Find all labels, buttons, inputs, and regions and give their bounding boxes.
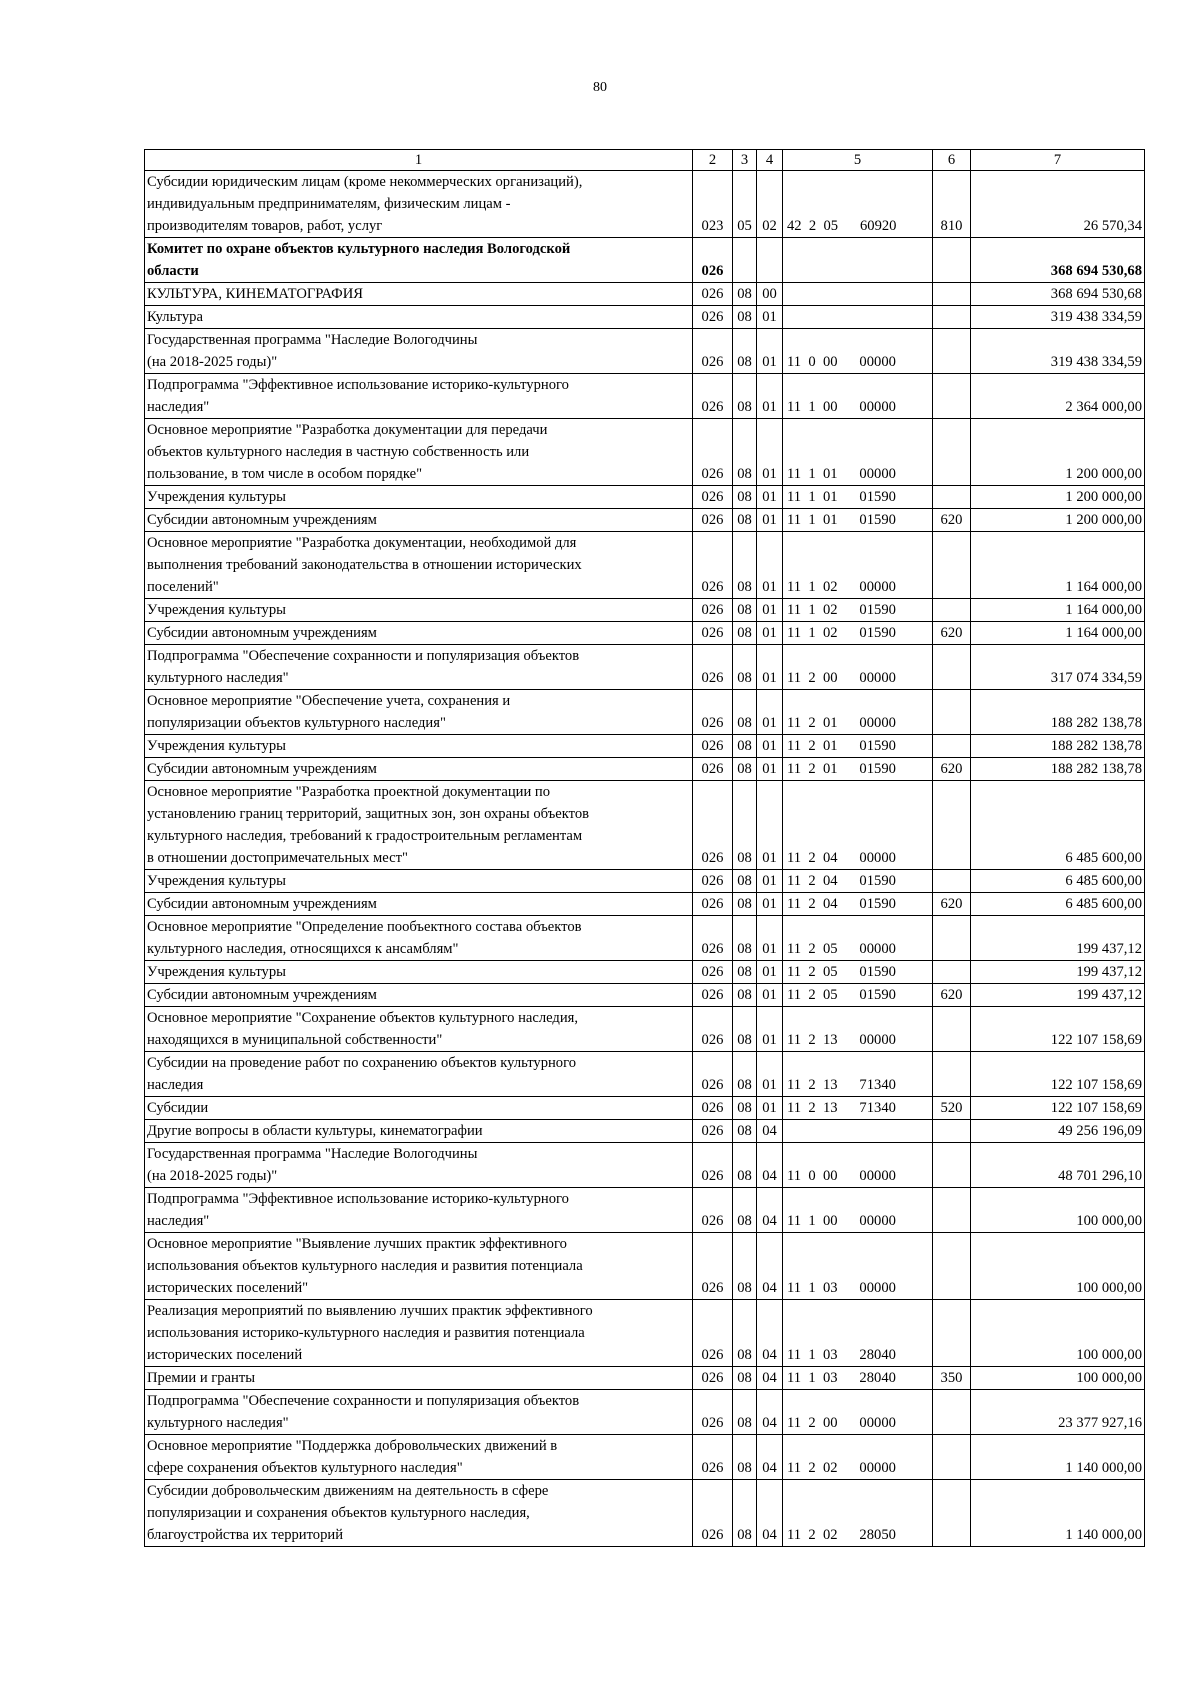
row-amount-cell: 368 694 530,68 [971, 238, 1145, 283]
table-row [145, 1390, 1145, 1435]
column-header: 6 [933, 150, 971, 171]
row-amount-cell: 199 437,12 [971, 916, 1145, 961]
row-name-cell: Учреждения культуры [145, 870, 693, 893]
row-ministry-code-cell: 026 [693, 1188, 733, 1233]
row-subsection-code-cell: 01 [757, 690, 783, 735]
table-row [145, 1097, 1145, 1120]
table-row [145, 1007, 1145, 1052]
row-amount-cell: 1 164 000,00 [971, 599, 1145, 622]
row-target-code-cell [783, 283, 933, 306]
row-section-code-cell: 08 [733, 532, 757, 599]
table-row [145, 509, 1145, 532]
row-section-code-cell: 08 [733, 1300, 757, 1367]
row-amount-cell: 6 485 600,00 [971, 781, 1145, 870]
row-ministry-code-cell: 023 [693, 171, 733, 238]
row-target-code-cell: 11 1 01 01590 [783, 509, 933, 532]
row-target-code-cell [783, 1120, 933, 1143]
row-amount-cell: 188 282 138,78 [971, 758, 1145, 781]
row-amount-cell: 48 701 296,10 [971, 1143, 1145, 1188]
row-section-code-cell: 08 [733, 486, 757, 509]
row-amount-cell: 1 140 000,00 [971, 1480, 1145, 1547]
row-subsection-code-cell: 04 [757, 1300, 783, 1367]
row-expense-type-cell [933, 916, 971, 961]
row-section-code-cell: 08 [733, 1188, 757, 1233]
row-amount-cell: 199 437,12 [971, 984, 1145, 1007]
row-amount-cell: 319 438 334,59 [971, 306, 1145, 329]
row-ministry-code-cell: 026 [693, 419, 733, 486]
row-section-code-cell: 08 [733, 306, 757, 329]
row-section-code-cell: 08 [733, 374, 757, 419]
row-expense-type-cell [933, 1480, 971, 1547]
table-row [145, 374, 1145, 419]
column-header: 1 [145, 150, 693, 171]
row-target-code-cell: 11 0 00 00000 [783, 329, 933, 374]
column-header: 7 [971, 150, 1145, 171]
row-section-code-cell: 08 [733, 1007, 757, 1052]
column-header: 5 [783, 150, 933, 171]
row-section-code-cell: 08 [733, 893, 757, 916]
table-row [145, 893, 1145, 916]
row-target-code-cell: 11 1 03 28040 [783, 1367, 933, 1390]
row-section-code-cell: 08 [733, 690, 757, 735]
row-section-code-cell: 08 [733, 1390, 757, 1435]
row-ministry-code-cell: 026 [693, 1143, 733, 1188]
row-ministry-code-cell: 026 [693, 1007, 733, 1052]
row-amount-cell: 122 107 158,69 [971, 1052, 1145, 1097]
row-ministry-code-cell: 026 [693, 374, 733, 419]
table-row [145, 758, 1145, 781]
row-section-code-cell: 08 [733, 758, 757, 781]
row-subsection-code-cell: 04 [757, 1435, 783, 1480]
row-expense-type-cell: 350 [933, 1367, 971, 1390]
row-target-code-cell: 11 2 00 00000 [783, 1390, 933, 1435]
row-ministry-code-cell: 026 [693, 329, 733, 374]
row-name-cell: Учреждения культуры [145, 486, 693, 509]
row-target-code-cell: 11 1 01 00000 [783, 419, 933, 486]
row-expense-type-cell [933, 1052, 971, 1097]
row-name-cell: Субсидии [145, 1097, 693, 1120]
row-expense-type-cell [933, 532, 971, 599]
table-row [145, 916, 1145, 961]
row-ministry-code-cell: 026 [693, 622, 733, 645]
row-name-cell: Подпрограмма "Эффективное использование историко-культурного наследия" [145, 374, 693, 419]
table-row [145, 599, 1145, 622]
row-subsection-code-cell: 01 [757, 916, 783, 961]
row-name-cell: Учреждения культуры [145, 599, 693, 622]
row-amount-cell: 1 200 000,00 [971, 486, 1145, 509]
row-expense-type-cell [933, 735, 971, 758]
row-amount-cell: 100 000,00 [971, 1233, 1145, 1300]
row-name-cell: Основное мероприятие "Разработка документации, необходимой для выполнения требований законодательства в отношении исторических поселений" [145, 532, 693, 599]
row-expense-type-cell [933, 870, 971, 893]
row-amount-cell: 1 164 000,00 [971, 532, 1145, 599]
row-section-code-cell: 08 [733, 984, 757, 1007]
row-target-code-cell: 11 2 04 00000 [783, 781, 933, 870]
row-ministry-code-cell: 026 [693, 735, 733, 758]
row-expense-type-cell [933, 1390, 971, 1435]
row-target-code-cell [783, 238, 933, 283]
row-target-code-cell: 11 2 01 01590 [783, 735, 933, 758]
row-subsection-code-cell: 01 [757, 306, 783, 329]
row-name-cell: Основное мероприятие "Поддержка добровольческих движений в сфере сохранения объектов культурного наследия" [145, 1435, 693, 1480]
row-section-code-cell: 08 [733, 735, 757, 758]
table-row [145, 1120, 1145, 1143]
row-ministry-code-cell: 026 [693, 758, 733, 781]
row-expense-type-cell [933, 1435, 971, 1480]
page-number: 80 [593, 80, 607, 95]
row-section-code-cell: 08 [733, 1143, 757, 1188]
row-name-cell: Премии и гранты [145, 1367, 693, 1390]
row-expense-type-cell [933, 1143, 971, 1188]
row-amount-cell: 188 282 138,78 [971, 735, 1145, 758]
row-ministry-code-cell: 026 [693, 1390, 733, 1435]
row-ministry-code-cell: 026 [693, 690, 733, 735]
row-subsection-code-cell: 01 [757, 419, 783, 486]
table-row [145, 735, 1145, 758]
row-subsection-code-cell: 01 [757, 781, 783, 870]
row-ministry-code-cell: 026 [693, 1480, 733, 1547]
row-expense-type-cell: 620 [933, 622, 971, 645]
row-subsection-code-cell: 01 [757, 329, 783, 374]
row-amount-cell: 1 140 000,00 [971, 1435, 1145, 1480]
row-section-code-cell: 08 [733, 961, 757, 984]
row-amount-cell: 199 437,12 [971, 961, 1145, 984]
row-ministry-code-cell: 026 [693, 486, 733, 509]
row-section-code-cell: 08 [733, 599, 757, 622]
row-name-cell: Субсидии автономным учреждениям [145, 622, 693, 645]
row-target-code-cell: 11 2 04 01590 [783, 870, 933, 893]
row-amount-cell: 100 000,00 [971, 1300, 1145, 1367]
row-section-code-cell: 08 [733, 1233, 757, 1300]
row-subsection-code-cell: 01 [757, 599, 783, 622]
row-ministry-code-cell: 026 [693, 893, 733, 916]
table-row [145, 1300, 1145, 1367]
row-section-code-cell: 08 [733, 622, 757, 645]
row-amount-cell: 1 164 000,00 [971, 622, 1145, 645]
row-amount-cell: 2 364 000,00 [971, 374, 1145, 419]
table-row [145, 238, 1145, 283]
table-row [145, 1367, 1145, 1390]
row-name-cell: Основное мероприятие "Обеспечение учета, сохранения и популяризации объектов культурного наследия" [145, 690, 693, 735]
row-subsection-code-cell: 01 [757, 486, 783, 509]
row-name-cell: Субсидии автономным учреждениям [145, 984, 693, 1007]
row-expense-type-cell [933, 283, 971, 306]
row-expense-type-cell [933, 599, 971, 622]
row-section-code-cell: 08 [733, 1097, 757, 1120]
row-expense-type-cell: 620 [933, 893, 971, 916]
row-name-cell: Учреждения культуры [145, 735, 693, 758]
row-amount-cell: 6 485 600,00 [971, 870, 1145, 893]
row-section-code-cell: 08 [733, 509, 757, 532]
row-target-code-cell: 11 2 02 28050 [783, 1480, 933, 1547]
row-ministry-code-cell: 026 [693, 1367, 733, 1390]
row-amount-cell: 1 200 000,00 [971, 419, 1145, 486]
row-expense-type-cell [933, 306, 971, 329]
row-subsection-code-cell: 04 [757, 1480, 783, 1547]
table-row [145, 419, 1145, 486]
row-target-code-cell: 11 1 00 00000 [783, 374, 933, 419]
row-target-code-cell: 42 2 05 60920 [783, 171, 933, 238]
row-section-code-cell [733, 238, 757, 283]
row-expense-type-cell [933, 238, 971, 283]
row-expense-type-cell [933, 781, 971, 870]
table-row [145, 1233, 1145, 1300]
row-name-cell: Реализация мероприятий по выявлению лучших практик эффективного использования историко-культурного наследия и развития потенциала исторических поселений [145, 1300, 693, 1367]
row-expense-type-cell: 620 [933, 509, 971, 532]
row-subsection-code-cell: 04 [757, 1143, 783, 1188]
row-name-cell: Основное мероприятие "Разработка проектной документации по установлению границ территорий, защитных зон, зон охраны объектов культурного наследия, требований к градостроительным регламентам в отношении достопримечательных мест" [145, 781, 693, 870]
row-amount-cell: 100 000,00 [971, 1188, 1145, 1233]
row-target-code-cell: 11 1 00 00000 [783, 1188, 933, 1233]
row-ministry-code-cell: 026 [693, 1120, 733, 1143]
table-row [145, 622, 1145, 645]
row-target-code-cell: 11 2 01 01590 [783, 758, 933, 781]
row-target-code-cell: 11 2 05 00000 [783, 916, 933, 961]
row-subsection-code-cell: 01 [757, 961, 783, 984]
row-name-cell: Культура [145, 306, 693, 329]
row-name-cell: Основное мероприятие "Сохранение объектов культурного наследия, находящихся в муниципальной собственности" [145, 1007, 693, 1052]
row-subsection-code-cell [757, 238, 783, 283]
row-name-cell: КУЛЬТУРА, КИНЕМАТОГРАФИЯ [145, 283, 693, 306]
row-name-cell: Субсидии на проведение работ по сохранению объектов культурного наследия [145, 1052, 693, 1097]
row-amount-cell: 49 256 196,09 [971, 1120, 1145, 1143]
row-ministry-code-cell: 026 [693, 961, 733, 984]
row-name-cell: Другие вопросы в области культуры, кинематографии [145, 1120, 693, 1143]
row-subsection-code-cell: 01 [757, 374, 783, 419]
row-amount-cell: 26 570,34 [971, 171, 1145, 238]
table-row [145, 645, 1145, 690]
row-section-code-cell: 08 [733, 283, 757, 306]
table-row [145, 1052, 1145, 1097]
table-row [145, 486, 1145, 509]
row-target-code-cell: 11 2 01 00000 [783, 690, 933, 735]
row-section-code-cell: 08 [733, 1367, 757, 1390]
row-ministry-code-cell: 026 [693, 916, 733, 961]
row-name-cell: Подпрограмма "Эффективное использование историко-культурного наследия" [145, 1188, 693, 1233]
row-target-code-cell: 11 1 01 01590 [783, 486, 933, 509]
row-ministry-code-cell: 026 [693, 1435, 733, 1480]
row-amount-cell: 1 200 000,00 [971, 509, 1145, 532]
row-name-cell: Субсидии добровольческим движениям на деятельность в сфере популяризации и сохранения объектов культурного наследия, благоустройства их территорий [145, 1480, 693, 1547]
row-target-code-cell: 11 2 05 01590 [783, 984, 933, 1007]
row-target-code-cell: 11 2 13 00000 [783, 1007, 933, 1052]
row-amount-cell: 368 694 530,68 [971, 283, 1145, 306]
row-amount-cell: 317 074 334,59 [971, 645, 1145, 690]
row-expense-type-cell: 520 [933, 1097, 971, 1120]
budget-table [144, 149, 1145, 1547]
row-expense-type-cell [933, 645, 971, 690]
row-subsection-code-cell: 01 [757, 758, 783, 781]
row-ministry-code-cell: 026 [693, 1097, 733, 1120]
table-row [145, 283, 1145, 306]
row-ministry-code-cell: 026 [693, 283, 733, 306]
row-ministry-code-cell: 026 [693, 599, 733, 622]
row-target-code-cell: 11 1 03 28040 [783, 1300, 933, 1367]
row-amount-cell: 319 438 334,59 [971, 329, 1145, 374]
table-row [145, 690, 1145, 735]
row-name-cell: Государственная программа "Наследие Вологодчины (на 2018-2025 годы)" [145, 1143, 693, 1188]
row-expense-type-cell [933, 1233, 971, 1300]
row-section-code-cell: 08 [733, 645, 757, 690]
row-ministry-code-cell: 026 [693, 306, 733, 329]
row-expense-type-cell [933, 486, 971, 509]
table-row [145, 532, 1145, 599]
row-name-cell: Субсидии юридическим лицам (кроме некоммерческих организаций), индивидуальным предпринимателям, физическим лицам - производителям товаров, работ, услуг [145, 171, 693, 238]
row-section-code-cell: 08 [733, 781, 757, 870]
table-row [145, 329, 1145, 374]
row-expense-type-cell: 620 [933, 984, 971, 1007]
table-row [145, 1188, 1145, 1233]
row-subsection-code-cell: 01 [757, 532, 783, 599]
row-ministry-code-cell: 026 [693, 984, 733, 1007]
row-target-code-cell: 11 2 13 71340 [783, 1052, 933, 1097]
row-ministry-code-cell: 026 [693, 1052, 733, 1097]
row-target-code-cell: 11 2 05 01590 [783, 961, 933, 984]
row-target-code-cell: 11 1 02 00000 [783, 532, 933, 599]
row-expense-type-cell: 620 [933, 758, 971, 781]
row-expense-type-cell [933, 419, 971, 486]
row-amount-cell: 23 377 927,16 [971, 1390, 1145, 1435]
row-ministry-code-cell: 026 [693, 1300, 733, 1367]
row-expense-type-cell [933, 1300, 971, 1367]
table-header-row [145, 150, 1145, 171]
row-subsection-code-cell: 04 [757, 1120, 783, 1143]
row-section-code-cell: 08 [733, 1052, 757, 1097]
row-expense-type-cell: 810 [933, 171, 971, 238]
row-expense-type-cell [933, 1007, 971, 1052]
row-name-cell: Комитет по охране объектов культурного наследия Вологодской области [145, 238, 693, 283]
row-amount-cell: 188 282 138,78 [971, 690, 1145, 735]
row-section-code-cell: 08 [733, 870, 757, 893]
row-target-code-cell: 11 1 02 01590 [783, 599, 933, 622]
row-subsection-code-cell: 01 [757, 1052, 783, 1097]
row-subsection-code-cell: 01 [757, 893, 783, 916]
row-subsection-code-cell: 01 [757, 645, 783, 690]
row-target-code-cell [783, 306, 933, 329]
row-name-cell: Основное мероприятие "Разработка документации для передачи объектов культурного наследия в частную собственность или пользование, в том числе в особом порядке" [145, 419, 693, 486]
row-name-cell: Учреждения культуры [145, 961, 693, 984]
row-target-code-cell: 11 2 00 00000 [783, 645, 933, 690]
row-name-cell: Субсидии автономным учреждениям [145, 758, 693, 781]
table-row [145, 1435, 1145, 1480]
row-ministry-code-cell: 026 [693, 238, 733, 283]
row-expense-type-cell [933, 1120, 971, 1143]
row-expense-type-cell [933, 329, 971, 374]
row-section-code-cell: 05 [733, 171, 757, 238]
row-target-code-cell: 11 2 13 71340 [783, 1097, 933, 1120]
row-name-cell: Основное мероприятие "Выявление лучших практик эффективного использования объектов культурного наследия и развития потенциала исторических поселений" [145, 1233, 693, 1300]
row-subsection-code-cell: 04 [757, 1188, 783, 1233]
row-subsection-code-cell: 04 [757, 1367, 783, 1390]
row-ministry-code-cell: 026 [693, 509, 733, 532]
row-subsection-code-cell: 01 [757, 1007, 783, 1052]
table-row [145, 1480, 1145, 1547]
row-section-code-cell: 08 [733, 419, 757, 486]
row-subsection-code-cell: 01 [757, 735, 783, 758]
row-name-cell: Субсидии автономным учреждениям [145, 509, 693, 532]
row-subsection-code-cell: 04 [757, 1233, 783, 1300]
row-expense-type-cell [933, 961, 971, 984]
row-name-cell: Субсидии автономным учреждениям [145, 893, 693, 916]
row-section-code-cell: 08 [733, 1480, 757, 1547]
row-amount-cell: 122 107 158,69 [971, 1007, 1145, 1052]
row-amount-cell: 6 485 600,00 [971, 893, 1145, 916]
row-section-code-cell: 08 [733, 1120, 757, 1143]
row-target-code-cell: 11 2 02 00000 [783, 1435, 933, 1480]
table-row [145, 870, 1145, 893]
row-name-cell: Подпрограмма "Обеспечение сохранности и популяризация объектов культурного наследия" [145, 1390, 693, 1435]
row-subsection-code-cell: 01 [757, 984, 783, 1007]
row-subsection-code-cell: 02 [757, 171, 783, 238]
row-name-cell: Основное мероприятие "Определение пообъектного состава объектов культурного наследия, относящихся к ансамблям" [145, 916, 693, 961]
row-subsection-code-cell: 01 [757, 509, 783, 532]
row-ministry-code-cell: 026 [693, 781, 733, 870]
table-row [145, 1143, 1145, 1188]
table-row [145, 306, 1145, 329]
column-header: 4 [757, 150, 783, 171]
table-row [145, 961, 1145, 984]
row-expense-type-cell [933, 374, 971, 419]
row-ministry-code-cell: 026 [693, 1233, 733, 1300]
row-section-code-cell: 08 [733, 329, 757, 374]
row-target-code-cell: 11 0 00 00000 [783, 1143, 933, 1188]
table-row [145, 171, 1145, 238]
row-expense-type-cell [933, 690, 971, 735]
row-subsection-code-cell: 01 [757, 870, 783, 893]
row-subsection-code-cell: 04 [757, 1390, 783, 1435]
row-section-code-cell: 08 [733, 1435, 757, 1480]
row-section-code-cell: 08 [733, 916, 757, 961]
row-subsection-code-cell: 01 [757, 1097, 783, 1120]
row-target-code-cell: 11 1 03 00000 [783, 1233, 933, 1300]
row-ministry-code-cell: 026 [693, 870, 733, 893]
row-amount-cell: 100 000,00 [971, 1367, 1145, 1390]
table-row [145, 781, 1145, 870]
row-target-code-cell: 11 2 04 01590 [783, 893, 933, 916]
row-name-cell: Подпрограмма "Обеспечение сохранности и популяризация объектов культурного наследия" [145, 645, 693, 690]
column-header: 2 [693, 150, 733, 171]
row-target-code-cell: 11 1 02 01590 [783, 622, 933, 645]
table-row [145, 984, 1145, 1007]
row-ministry-code-cell: 026 [693, 532, 733, 599]
row-ministry-code-cell: 026 [693, 645, 733, 690]
row-amount-cell: 122 107 158,69 [971, 1097, 1145, 1120]
row-expense-type-cell [933, 1188, 971, 1233]
row-name-cell: Государственная программа "Наследие Вологодчины (на 2018-2025 годы)" [145, 329, 693, 374]
row-subsection-code-cell: 01 [757, 622, 783, 645]
column-header: 3 [733, 150, 757, 171]
row-subsection-code-cell: 00 [757, 283, 783, 306]
